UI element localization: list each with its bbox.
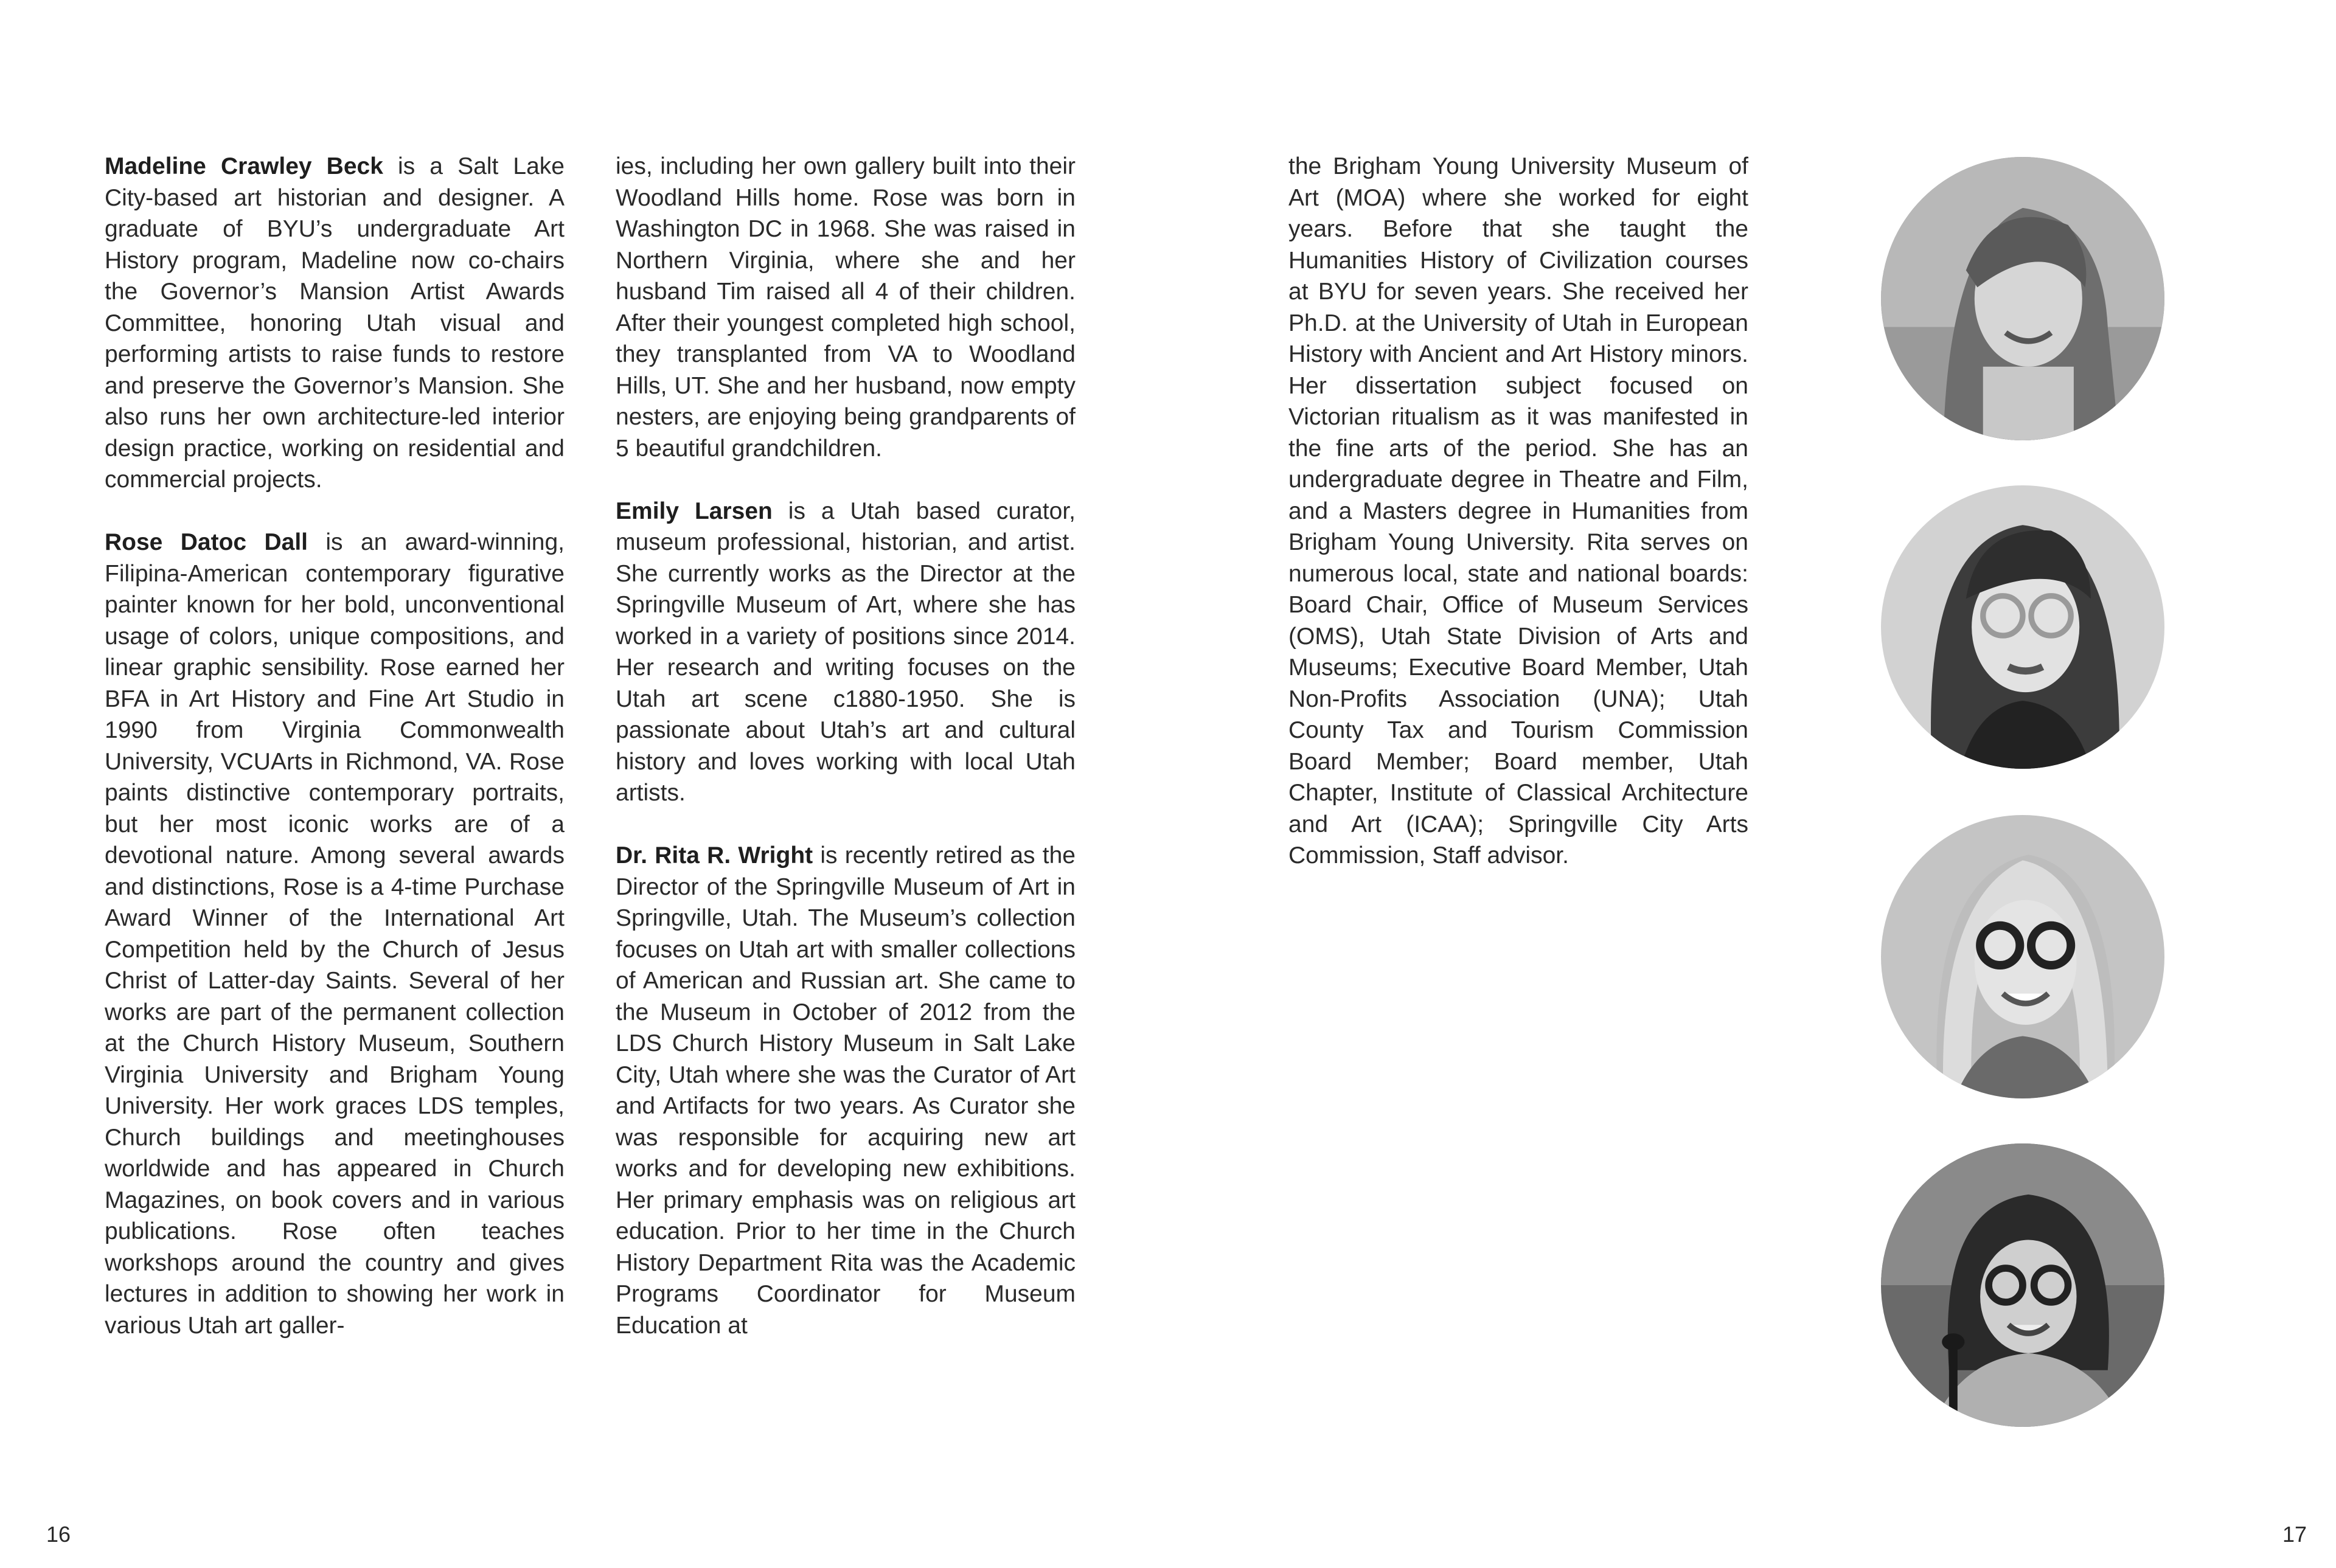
bio-dall <box>105 527 565 1341</box>
portrait-wright <box>1881 1143 2164 1427</box>
bio-beck-text: is a Salt Lake City-based art historian and designer. A graduate of BYU’s undergraduate Art History program, Madeline now co-chairs the Governor’s Mansion Artist Awards Committee, honoring Utah visual and performing artists to raise funds to restore and preserve the Governor’s Mansion. She also runs her own architecture-led interior design practice, working on residential and commercial projects. <box>105 153 565 493</box>
page-number-right: 17 <box>2282 1522 2307 1547</box>
bio-dall-text: is an award-winning, Filipina-American contemporary figurative painter known for her bold, unconventional usage of colors, unique compositions, and linear graphic sensibility. Rose earned her BFA in Art History and Fine Art Studio in 1990 from Virginia Commonwealth University, VCUArts in Richmond, VA. Rose paints distinctive contemporary portraits, but her most iconic works are of a devotional nature. Among several awards and distinctions, Rose is a 4-time Purchase Award Winner of the International Art Competition held by the Church of Jesus Christ of Latter-day Saints. Several of her works are part of the permanent collection at the Church History Museum, Southern Virginia University and Brigham Young University. Her work graces LDS temples, Church buildings and meetinghouses worldwide and has appeared in Church Magazines, on book covers and in various publications. Rose often teaches workshops around the country and gives lectures in addition to showing her work in various Utah art galler- <box>105 529 565 1339</box>
bio-larsen-name: Emily Larsen <box>616 498 773 524</box>
portrait-photo-icon <box>1881 157 2164 440</box>
portrait-photo-icon <box>1881 815 2164 1098</box>
portrait-photo-icon <box>1881 1143 2164 1427</box>
bio-dall-name: Rose Datoc Dall <box>105 529 308 555</box>
portrait-beck <box>1881 157 2164 440</box>
portrait-larsen <box>1881 815 2164 1098</box>
portrait-photo-icon <box>1881 485 2164 769</box>
column-3 <box>1288 151 1748 903</box>
bio-larsen <box>616 496 1076 809</box>
bio-wright-text: is recently retired as the Director of the Springville Museum of Art in Springville, Utah. The Museum’s collection focuses on Utah art with smaller collections of American and Russian art. She came to the Museum in October of 2012 from the LDS Church History Museum in Salt Lake City, Utah where she was the Curator of Art and Artifacts for two years. As Curator she was responsible for acquiring new art works and for developing new exhibitions. Her primary emphasis was on religious art education. Prior to her time in the Church History Department Rita was the Academic Programs Coordinator for Museum Education at <box>616 842 1076 1339</box>
page-number-left: 16 <box>46 1522 71 1547</box>
bio-beck-name: Madeline Crawley Beck <box>105 153 383 179</box>
bio-larsen-text: is a Utah based curator, museum professional, historian, and artist. She currently works as the Director at the Springville Museum of Art, where she has worked in a variety of positions since 2014. Her research and writing focuses on the Utah art scene c1880-1950. She is passionate about Utah’s art and cultural history and loves working with local Utah artists. <box>616 498 1076 806</box>
bio-dall-continued: ies, including her own gallery built into their Woodland Hills home. Rose was born in Washington DC in 1968. She was raised in Northern Virginia, where she and her husband Tim raised all 4 of their children. After their youngest completed high school, they transplanted from VA to Woodland Hills, UT. She and her husband, now empty nesters, are enjoying being grandparents of 5 beautiful grandchildren. <box>616 153 1076 462</box>
portrait-dall <box>1881 485 2164 769</box>
bio-beck <box>105 151 565 496</box>
bio-wright <box>616 840 1076 1341</box>
column-2 <box>616 151 1076 1373</box>
column-1 <box>105 151 565 1373</box>
bio-wright-name: Dr. Rita R. Wright <box>616 842 813 869</box>
bio-wright-continued: the Brigham Young University Museum of Art (MOA) where she worked for eight years. Before that she taught the Humanities History of Civilization courses at BYU for seven years. She received her Ph.D. at the University of Utah in European History with Ancient and Art History minors. Her dissertation subject focused on Victorian ritualism as it was manifested in the fine arts of the period. She has an undergraduate degree in Theatre and Film, and a Masters degree in Humanities from Brigham Young University. Rita serves on numerous local, state and national boards: Board Chair, Office of Museum Services (OMS), Utah State Division of Arts and Museums; Executive Board Member, Utah Non-Profits Association (UNA); Utah County Tax and Tourism Commission Board Member; Board member, Utah Chapter, Institute of Classical Architecture and Art (ICAA); Springville City Arts Commission, Staff advisor. <box>1288 153 1748 869</box>
